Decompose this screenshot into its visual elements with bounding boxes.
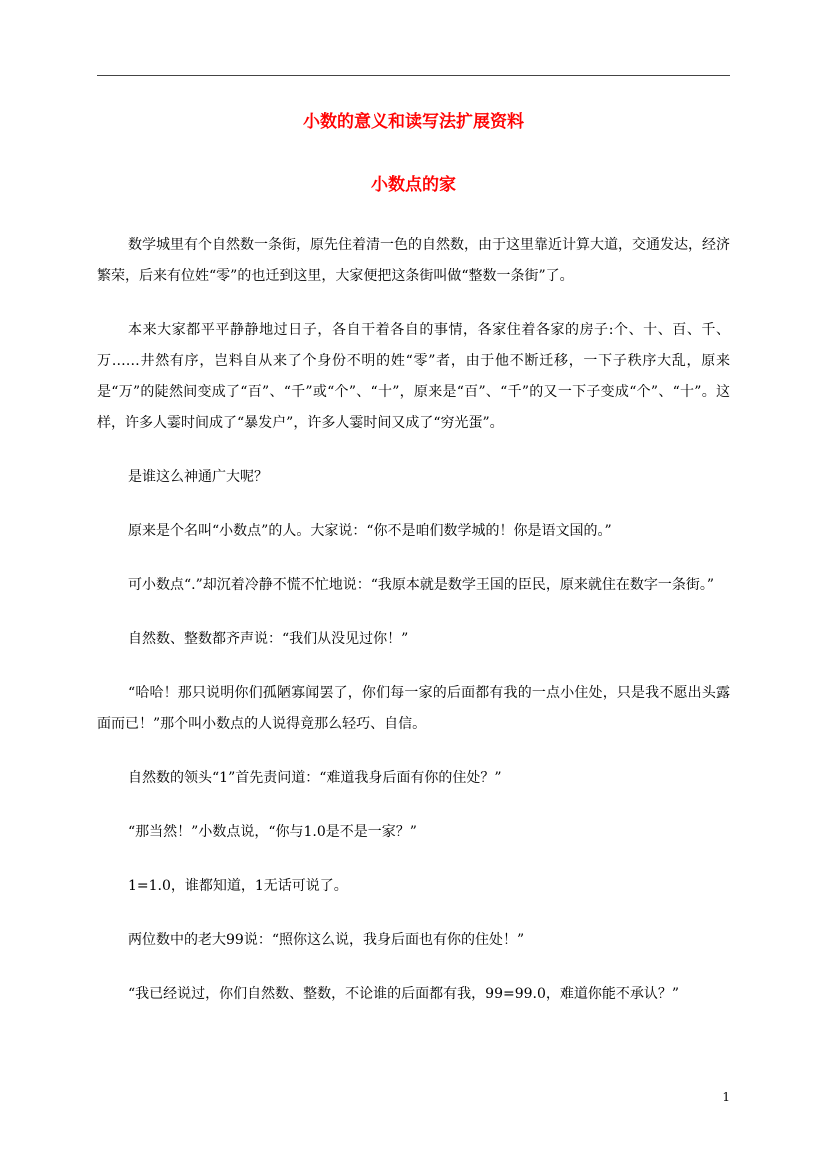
paragraph: 自然数的领头“1”首先责问道：“难道我身后面有你的住处？” [128,770,502,786]
paragraph: 两位数中的老大99说：“照你这么说，我身后面也有你的住处！” [128,932,525,948]
paragraph: 数学城里有个自然数一条街，原先住着清一色的自然数，由于这里靠近计算大道，交通发达，经济繁荣，后来有位姓“零”的也迁到这里，大家便把这条街叫做“整数一条街”了。 [97,237,730,284]
page-number: 1 [722,1090,730,1104]
paragraph: 可小数点“.”却沉着冷静不慌不忙地说：“我原本就是数学王国的臣民，原来就住在数字一条街。” [128,577,715,593]
paragraph: 原来是个名叫“小数点”的人。大家说：“你不是咱们数学城的！你是语文国的。” [128,523,612,539]
document-body [97,230,730,1033]
paragraph: “那当然！”小数点说，“你与1.0是不是一家？” [128,824,417,840]
paragraph: 本来大家都平平静静地过日子，各自干着各自的事情，各家住着各家的房子:个、十、百、千、万……井然有序，岂料自从来了个身份不明的姓“零”者，由于他不断迁移，一下子秩序大乱，原来是“万”的陡然间变成了“百”、“千”或“个”、“十”，原来是“百”、“千”的又一下子变成“个”、“十”。这样，许多人霎时间成了“暴发户”，许多人霎时间又成了“穷光蛋”。 [97,322,730,431]
paragraph: “我已经说过，你们自然数、整数，不论谁的后面都有我，99=99.0，难道你能不承认？” [128,986,680,1002]
document-subtitle: 小数点的家 [371,175,456,195]
paragraph: 自然数、整数都齐声说：“我们从没见过你！” [128,631,409,647]
paragraph: 是谁这么神通广大呢？ [128,469,268,485]
paragraph: 1=1.0，谁都知道，1无话可说了。 [128,878,348,894]
paragraph: “哈哈！那只说明你们孤陋寡闻罢了，你们每一家的后面都有我的一点小住处，只是我不愿出头露面而已！”那个叫小数点的人说得竟那么轻巧、自信。 [97,685,730,732]
document-title: 小数的意义和读写法扩展资料 [303,112,524,132]
header-rule [97,75,730,76]
